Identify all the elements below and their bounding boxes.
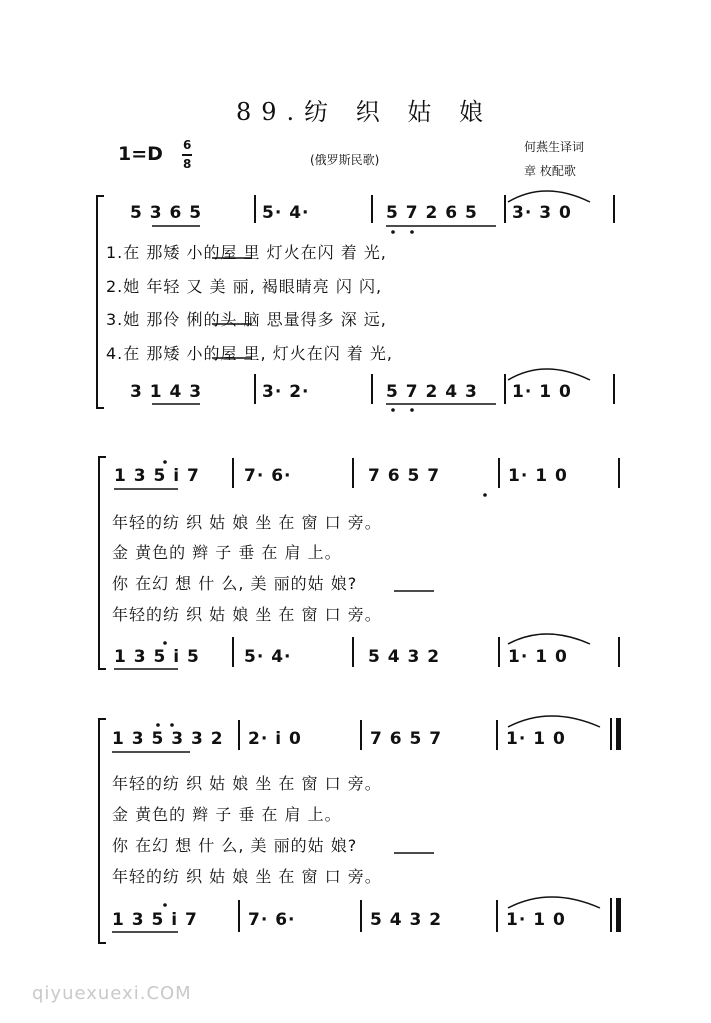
song-origin: (俄罗斯民歌) xyxy=(310,153,380,167)
key-signature: 1=D xyxy=(118,143,163,165)
octave-dot xyxy=(170,723,174,727)
measure-top: 7· 6· xyxy=(244,466,292,486)
lyric-line: 你 在幻 想 什 么, 美 丽的姑 娘? xyxy=(112,574,358,593)
octave-dot xyxy=(391,408,395,412)
tie-arc xyxy=(508,634,590,644)
measure-bottom: 1 3 5 i 5 xyxy=(114,647,200,667)
measure-top: 5 3 6 5 xyxy=(130,203,203,223)
lyric-translator: 何燕生译词 xyxy=(524,140,585,154)
octave-dot xyxy=(163,460,167,464)
time-signature-top: 6 xyxy=(183,138,192,152)
lyric-line: 金 黄色的 辫 子 垂 在 肩 上。 xyxy=(112,543,342,562)
measure-bottom: 1· 1 0 xyxy=(512,382,572,402)
measure-top: 5 7 2 6 5 xyxy=(386,203,478,223)
song-arranger: 章 枚配歌 xyxy=(524,164,576,178)
tie-arc xyxy=(508,369,590,380)
measure-bottom: 1 3 5 i 7 xyxy=(112,910,198,930)
measure-top: 2· i 0 xyxy=(248,729,302,749)
measure-top: 1· 1 0 xyxy=(506,729,566,749)
lyric-line: 金 黄色的 辫 子 垂 在 肩 上。 xyxy=(112,805,342,824)
lyric-line: 1.在 那矮 小的屋 里 灯火在闪 着 光, xyxy=(106,243,387,262)
octave-dot xyxy=(156,723,160,727)
lyric-line: 3.她 那伶 俐的头 脑 思量得多 深 远, xyxy=(106,310,387,329)
tie-arc xyxy=(508,716,600,727)
measure-top: 3· 3 0 xyxy=(512,203,572,223)
octave-dot xyxy=(410,230,414,234)
octave-dot xyxy=(163,903,167,907)
octave-dot xyxy=(391,230,395,234)
measure-top: 7 6 5 7 xyxy=(368,466,441,486)
measure-top: 5· 4· xyxy=(262,203,310,223)
time-signature-bottom: 8 xyxy=(183,157,192,171)
page-title: 89.纺 织 姑 娘 xyxy=(236,98,494,126)
measure-bottom: 5 7 2 4 3 xyxy=(386,382,478,402)
lyric-line: 4.在 那矮 小的屋 里, 灯火在闪 着 光, xyxy=(106,344,393,363)
tie-arc xyxy=(508,897,600,908)
lyric-line: 2.她 年轻 又 美 丽, 褐眼睛亮 闪 闪, xyxy=(106,277,383,296)
measure-top: 7 6 5 7 xyxy=(370,729,443,749)
measure-bottom: 5 4 3 2 xyxy=(370,910,443,930)
tie-arc xyxy=(508,191,590,202)
octave-dot xyxy=(410,408,414,412)
measure-bottom: 1· 1 0 xyxy=(508,647,568,667)
site-watermark: qiyuexuexi.COM xyxy=(32,983,192,1004)
measure-top: 1 3 5 i 7 xyxy=(114,466,200,486)
measure-bottom: 1· 1 0 xyxy=(506,910,566,930)
measure-top: 1· 1 0 xyxy=(508,466,568,486)
lyric-line: 年轻的纺 织 姑 娘 坐 在 窗 口 旁。 xyxy=(112,513,382,532)
lyric-line: 年轻的纺 织 姑 娘 坐 在 窗 口 旁。 xyxy=(112,867,382,886)
lyric-line: 年轻的纺 织 姑 娘 坐 在 窗 口 旁。 xyxy=(112,774,382,793)
octave-dot xyxy=(483,493,487,497)
measure-bottom: 3 1 4 3 xyxy=(130,382,203,402)
measure-bottom: 7· 6· xyxy=(248,910,296,930)
measure-bottom: 5 4 3 2 xyxy=(368,647,441,667)
octave-dot xyxy=(163,641,167,645)
measure-top: 1 3 5 3 3 2 xyxy=(112,729,224,749)
measure-bottom: 3· 2· xyxy=(262,382,310,402)
measure-bottom: 5· 4· xyxy=(244,647,292,667)
lyric-line: 年轻的纺 织 姑 娘 坐 在 窗 口 旁。 xyxy=(112,605,382,624)
lyric-line: 你 在幻 想 什 么, 美 丽的姑 娘? xyxy=(112,836,358,855)
